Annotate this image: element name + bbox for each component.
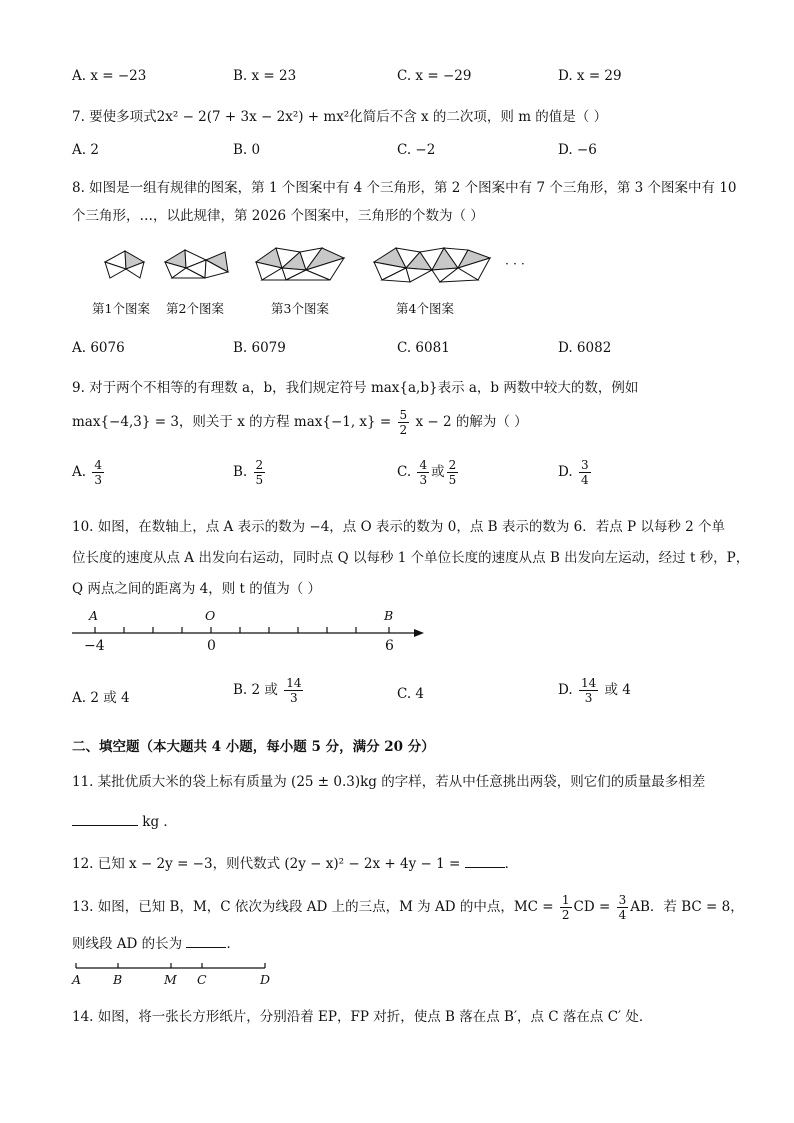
q10-line2: 位长度的速度从点 A 出发向右运动，同时点 Q 以每秒 1 个单位长度的速度从点 B 出发向左运动，经过 t 秒，P， bbox=[72, 550, 750, 566]
axis-label-A: A bbox=[89, 608, 99, 623]
q9-line2-a: max{−4,3} = 3，则关于 x 的方程 max{−1, x} = bbox=[72, 414, 392, 430]
axis-label-B: B bbox=[384, 608, 394, 623]
section-2-heading: 二、填空题（本大题共 4 小题，每小题 5 分，满分 20 分） bbox=[72, 739, 435, 755]
q9-line2-b: x − 2 的解为（ ） bbox=[415, 414, 528, 430]
pattern-2 bbox=[165, 250, 228, 278]
pattern-3 bbox=[256, 248, 344, 280]
pattern-caption-4: 第4个图案 bbox=[396, 301, 454, 316]
pattern-caption-3: 第3个图案 bbox=[271, 301, 329, 316]
pattern-4 bbox=[374, 248, 490, 282]
segment-point-M: M bbox=[164, 972, 177, 987]
q6-option-a: A. x = −23 bbox=[72, 68, 147, 84]
q11-unit: kg ． bbox=[142, 814, 177, 830]
q7-option-d: D. −6 bbox=[558, 142, 597, 158]
q10-line1: 10. 如图，在数轴上，点 A 表示的数为 −4，点 O 表示的数为 0，点 B 表示的数为 6．若点 P 以每秒 2 个单 bbox=[72, 519, 726, 535]
q9-line2 bbox=[72, 408, 528, 437]
q9-option-c: C. $\frac{4}{3}$ 或 $\frac{2}{5}$ bbox=[397, 458, 457, 487]
segment-point-A: A bbox=[72, 972, 82, 987]
q9-option-a: A. $\frac{4}{3}$ bbox=[72, 458, 102, 487]
q6-option-b: B. x = 23 bbox=[233, 68, 297, 84]
q12-answer-blank[interactable] bbox=[465, 867, 505, 868]
q11-line2 bbox=[72, 810, 177, 830]
q13-line2: 则线段 AD 的长为 ． bbox=[72, 936, 240, 952]
q7-suffix: 化简后不含 x 的二次项，则 m 的值是（ ） bbox=[349, 109, 608, 125]
q6-option-c: C. x = −29 bbox=[397, 68, 472, 84]
axis-value-neg4: −4 bbox=[84, 638, 105, 654]
q11-answer-blank[interactable] bbox=[72, 825, 138, 826]
q12-question: 12. 已知 x − 2y = −3，则代数式 (2y − x)² − 2x + 4y − 1 = ． bbox=[72, 856, 519, 872]
q11-line1: 11. 某批优质大米的袋上标有质量为 (25 ± 0.3)kg 的字样，若从中任意挑出两袋，则它们的质量最多相差 bbox=[72, 774, 706, 790]
q13-answer-blank[interactable] bbox=[186, 947, 226, 948]
q8-option-d: D. 6082 bbox=[558, 340, 612, 356]
q7-option-a: A. 2 bbox=[72, 142, 99, 158]
q8-option-c: C. 6081 bbox=[397, 340, 450, 356]
axis-ticks bbox=[95, 627, 389, 633]
pattern-caption-1: 第1个图案 bbox=[92, 301, 150, 316]
q10-option-a: A. 2 或 4 bbox=[72, 690, 130, 706]
q8-option-a: A. 6076 bbox=[72, 340, 125, 356]
q10-option-c: C. 4 bbox=[397, 686, 425, 702]
q6-option-d: D. x = 29 bbox=[558, 68, 622, 84]
q7-option-b: B. 0 bbox=[233, 142, 261, 158]
q9-fraction: $\frac{5}{2}$ bbox=[399, 408, 408, 437]
axis-value-0: 0 bbox=[207, 638, 216, 654]
q10-option-d: D. $\frac{14}{3}$ 或 4 bbox=[558, 676, 631, 705]
axis-label-O: O bbox=[205, 608, 216, 623]
q8-line2: 个三角形，…，以此规律，第 2026 个图案中，三角形的个数为（ ） bbox=[72, 208, 484, 224]
q7-expression: 2x² − 2(7 + 3x − 2x²) + mx² bbox=[156, 109, 350, 125]
q13-line1: 13. 如图，已知 B，M，C 依次为线段 AD 上的三点，M 为 AD 的中点，MC = $\frac{1}{2}$ CD = $\frac{3}{4}$ AB．若 BC = 8， bbox=[72, 893, 744, 922]
q10-option-b: B. 2 或 $\frac{14}{3}$ bbox=[233, 676, 302, 705]
segment-point-B: B bbox=[113, 972, 123, 987]
q8-pattern-figures bbox=[0, 240, 794, 300]
q9-line1: 9. 对于两个不相等的有理数 a，b，我们规定符号 max{a,b}表示 a，b 两数中较大的数，例如 bbox=[72, 380, 639, 396]
pattern-caption-2: 第2个图案 bbox=[166, 301, 224, 316]
q7-question bbox=[72, 105, 607, 125]
pattern-ellipsis: · · · bbox=[505, 256, 525, 271]
segment-point-D: D bbox=[260, 972, 271, 987]
q9-option-b: B. $\frac{2}{5}$ bbox=[233, 458, 264, 487]
pattern-1 bbox=[105, 251, 144, 278]
q9-option-d: D. $\frac{3}{4}$ bbox=[558, 458, 589, 487]
q8-line1: 8. 如图是一组有规律的图案，第 1 个图案中有 4 个三角形，第 2 个图案中有 7 个三角形，第 3 个图案中有 10 bbox=[72, 180, 737, 196]
axis-value-6: 6 bbox=[385, 638, 394, 654]
segment-point-C: C bbox=[197, 972, 207, 987]
q10-number-line bbox=[0, 605, 794, 665]
q10-line3: Q 两点之间的距离为 4，则 t 的值为（ ） bbox=[72, 581, 322, 597]
q8-option-b: B. 6079 bbox=[233, 340, 286, 356]
q14-question: 14. 如图，将一张长方形纸片，分别沿着 EP，FP 对折，使点 B 落在点 B′，点 C 落在点 C′ 处． bbox=[72, 1009, 653, 1025]
q7-prefix: 7. 要使多项式 bbox=[72, 109, 157, 125]
q7-option-c: C. −2 bbox=[397, 142, 436, 158]
